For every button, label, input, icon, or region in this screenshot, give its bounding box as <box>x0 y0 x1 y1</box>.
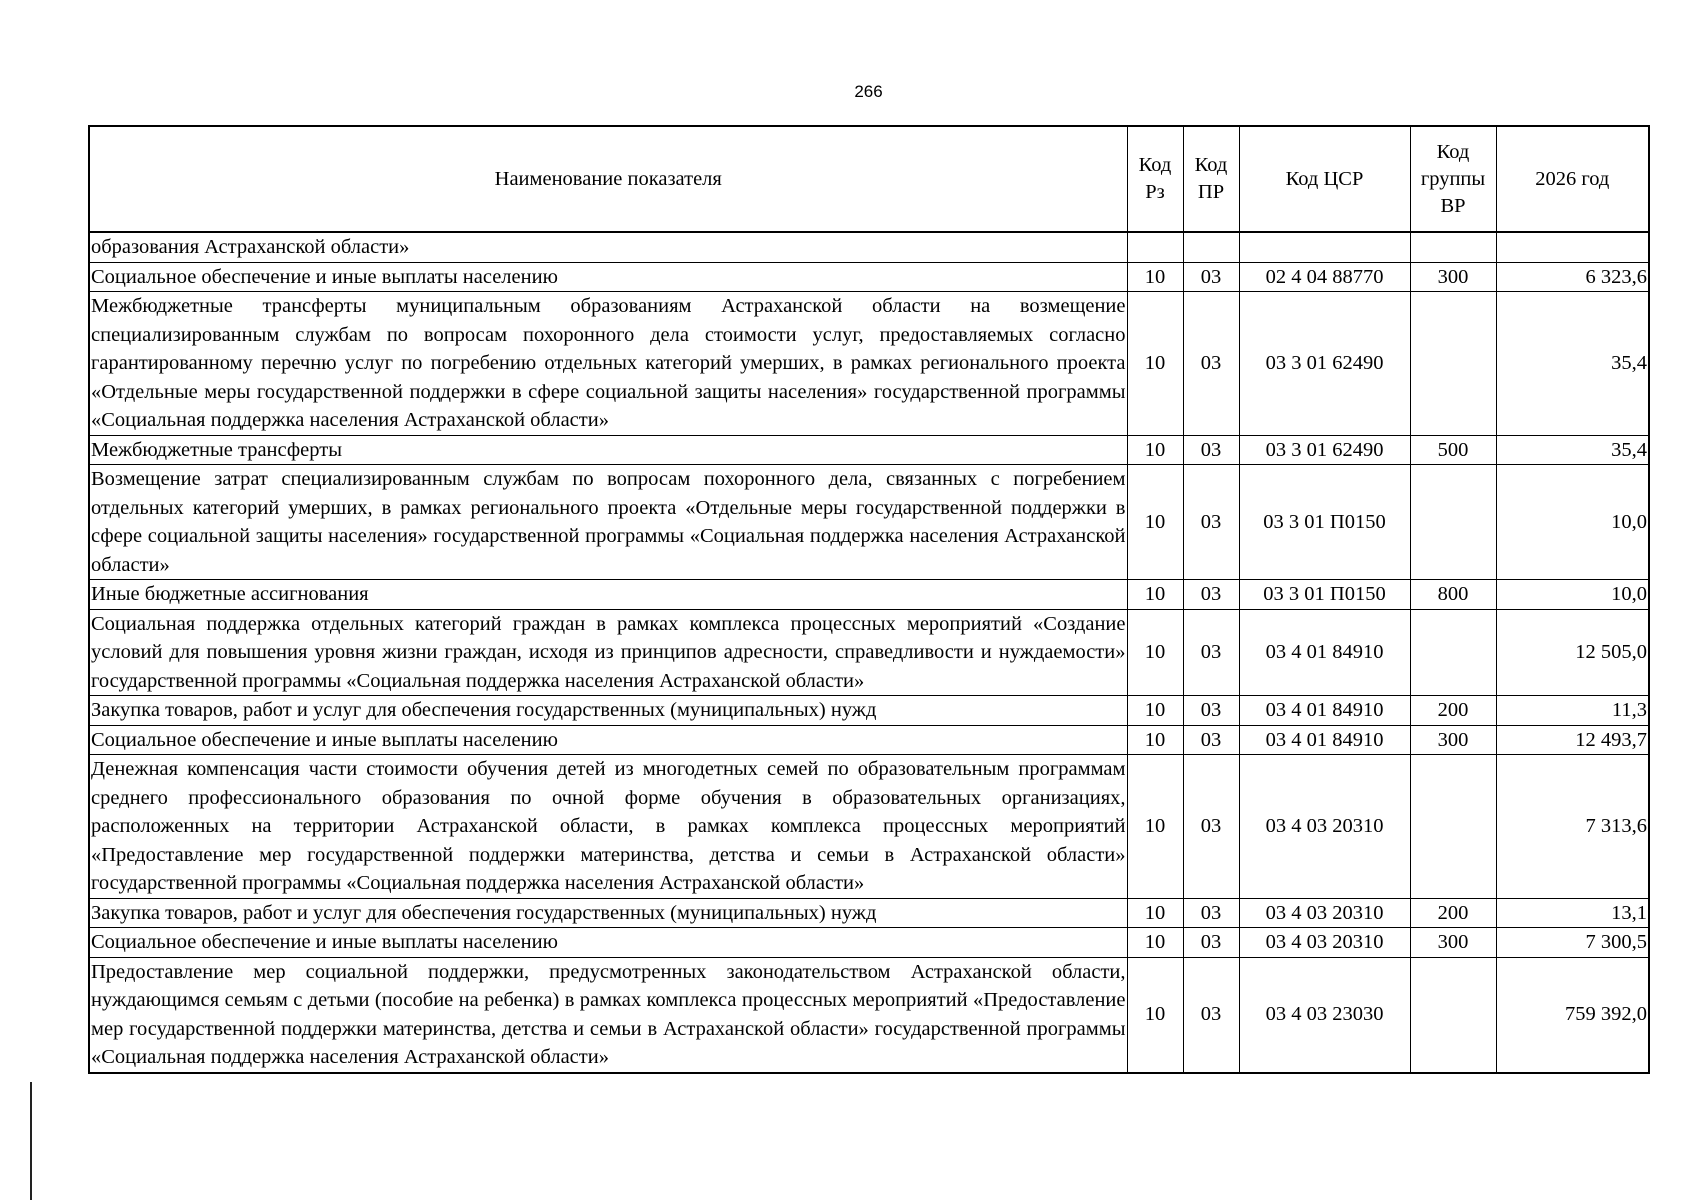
cell-rz: 10 <box>1127 609 1183 696</box>
cell-pr: 03 <box>1183 292 1239 436</box>
cell-rz: 10 <box>1127 898 1183 928</box>
cell-csr: 03 3 01 62490 <box>1239 435 1410 465</box>
cell-name: Возмещение затрат специализированным службам по вопросам похоронного дела, связанных с погребением отдельных категорий умерших, в рамках регионального проекта «Отдельные меры государственной поддержки в сфере социальной защиты населения» государственной программы «Социальная поддержка населения Астраханской области» <box>89 465 1127 580</box>
cell-vr: 300 <box>1410 262 1496 292</box>
cell-rz: 10 <box>1127 292 1183 436</box>
table-row <box>89 435 1649 465</box>
cell-name: Социальное обеспечение и иные выплаты населению <box>89 928 1127 958</box>
cell-name: Иные бюджетные ассигнования <box>89 580 1127 610</box>
cell-vr <box>1410 292 1496 436</box>
cell-vr: 800 <box>1410 580 1496 610</box>
table-row <box>89 898 1649 928</box>
cell-csr <box>1239 232 1410 262</box>
cell-name: Социальное обеспечение и иные выплаты населению <box>89 725 1127 755</box>
cell-pr: 03 <box>1183 609 1239 696</box>
cell-vr: 200 <box>1410 696 1496 726</box>
cell-sum: 12 493,7 <box>1496 725 1649 755</box>
table-row <box>89 292 1649 436</box>
cell-csr: 03 3 01 62490 <box>1239 292 1410 436</box>
cell-sum: 7 313,6 <box>1496 755 1649 899</box>
cell-csr: 03 3 01 П0150 <box>1239 465 1410 580</box>
cell-sum: 6 323,6 <box>1496 262 1649 292</box>
budget-table <box>88 125 1650 1074</box>
table-row <box>89 928 1649 958</box>
cell-csr: 03 4 03 20310 <box>1239 755 1410 899</box>
table-row <box>89 755 1649 899</box>
cell-vr <box>1410 232 1496 262</box>
header-vr: Код группы ВР <box>1410 126 1496 232</box>
table-row <box>89 232 1649 262</box>
cell-pr: 03 <box>1183 465 1239 580</box>
cell-vr <box>1410 465 1496 580</box>
cell-pr: 03 <box>1183 435 1239 465</box>
cell-csr: 03 4 03 23030 <box>1239 957 1410 1073</box>
table-row <box>89 465 1649 580</box>
cell-csr: 03 3 01 П0150 <box>1239 580 1410 610</box>
cell-csr: 03 4 01 84910 <box>1239 609 1410 696</box>
cell-sum: 12 505,0 <box>1496 609 1649 696</box>
cell-pr: 03 <box>1183 725 1239 755</box>
table-row <box>89 580 1649 610</box>
cell-pr: 03 <box>1183 957 1239 1073</box>
cell-sum: 13,1 <box>1496 898 1649 928</box>
cell-sum: 11,3 <box>1496 696 1649 726</box>
cell-rz <box>1127 232 1183 262</box>
cell-rz: 10 <box>1127 262 1183 292</box>
table-header <box>89 126 1649 232</box>
page-number: 266 <box>854 82 883 101</box>
cell-pr: 03 <box>1183 696 1239 726</box>
cell-rz: 10 <box>1127 725 1183 755</box>
cell-pr: 03 <box>1183 262 1239 292</box>
cell-pr: 03 <box>1183 898 1239 928</box>
cell-name: образования Астраханской области» <box>89 232 1127 262</box>
cell-name: Закупка товаров, работ и услуг для обеспечения государственных (муниципальных) нужд <box>89 696 1127 726</box>
header-pr: Код ПР <box>1183 126 1239 232</box>
table-row <box>89 696 1649 726</box>
header-name: Наименование показателя <box>89 126 1127 232</box>
table-body <box>89 232 1649 1073</box>
margin-line <box>30 1082 32 1200</box>
cell-rz: 10 <box>1127 928 1183 958</box>
cell-sum: 7 300,5 <box>1496 928 1649 958</box>
cell-rz: 10 <box>1127 435 1183 465</box>
table-row <box>89 262 1649 292</box>
cell-name: Социальное обеспечение и иные выплаты населению <box>89 262 1127 292</box>
cell-rz: 10 <box>1127 696 1183 726</box>
cell-name: Межбюджетные трансферты муниципальным образованиям Астраханской области на возмещение специализированным службам по вопросам похоронного дела стоимости услуг, предоставляемых согласно гарантированному перечню услуг по погребению отдельных категорий умерших, в рамках регионального проекта «Отдельные меры государственной поддержки в сфере социальной защиты населения» государственной программы «Социальная поддержка населения Астраханской области» <box>89 292 1127 436</box>
cell-csr: 03 4 03 20310 <box>1239 898 1410 928</box>
cell-sum: 759 392,0 <box>1496 957 1649 1073</box>
cell-name: Межбюджетные трансферты <box>89 435 1127 465</box>
cell-vr: 200 <box>1410 898 1496 928</box>
table-row <box>89 725 1649 755</box>
cell-vr <box>1410 609 1496 696</box>
cell-csr: 03 4 01 84910 <box>1239 725 1410 755</box>
cell-rz: 10 <box>1127 957 1183 1073</box>
cell-name: Предоставление мер социальной поддержки, предусмотренных законодательством Астраханской области, нуждающимся семьям с детьми (пособие на ребенка) в рамках комплекса процессных мероприятий «Предоставление мер государственной поддержки материнства, детства и семьи в Астраханской области» государственной программы «Социальная поддержка населения Астраханской области» <box>89 957 1127 1073</box>
cell-sum: 10,0 <box>1496 580 1649 610</box>
cell-name: Социальная поддержка отдельных категорий граждан в рамках комплекса процессных мероприятий «Создание условий для повышения уровня жизни граждан, исходя из принципов адресности, справедливости и нуждаемости» государственной программы «Социальная поддержка населения Астраханской области» <box>89 609 1127 696</box>
cell-sum: 10,0 <box>1496 465 1649 580</box>
cell-pr <box>1183 232 1239 262</box>
table-row <box>89 609 1649 696</box>
cell-vr <box>1410 755 1496 899</box>
cell-csr: 02 4 04 88770 <box>1239 262 1410 292</box>
cell-csr: 03 4 01 84910 <box>1239 696 1410 726</box>
header-year: 2026 год <box>1496 126 1649 232</box>
cell-rz: 10 <box>1127 755 1183 899</box>
cell-vr <box>1410 957 1496 1073</box>
cell-rz: 10 <box>1127 465 1183 580</box>
cell-vr: 300 <box>1410 725 1496 755</box>
header-csr: Код ЦСР <box>1239 126 1410 232</box>
cell-name: Закупка товаров, работ и услуг для обеспечения государственных (муниципальных) нужд <box>89 898 1127 928</box>
cell-sum: 35,4 <box>1496 292 1649 436</box>
cell-vr: 500 <box>1410 435 1496 465</box>
cell-pr: 03 <box>1183 928 1239 958</box>
cell-sum <box>1496 232 1649 262</box>
header-rz: Код Рз <box>1127 126 1183 232</box>
table-row <box>89 957 1649 1073</box>
cell-csr: 03 4 03 20310 <box>1239 928 1410 958</box>
cell-pr: 03 <box>1183 580 1239 610</box>
cell-pr: 03 <box>1183 755 1239 899</box>
cell-sum: 35,4 <box>1496 435 1649 465</box>
cell-vr: 300 <box>1410 928 1496 958</box>
cell-name: Денежная компенсация части стоимости обучения детей из многодетных семей по образовательным программам среднего профессионального образования по очной форме обучения в образовательных организациях, расположенных на территории Астраханской области, в рамках комплекса процессных мероприятий «Предоставление мер государственной поддержки материнства, детства и семьи в Астраханской области» государственной программы «Социальная поддержка населения Астраханской области» <box>89 755 1127 899</box>
cell-rz: 10 <box>1127 580 1183 610</box>
